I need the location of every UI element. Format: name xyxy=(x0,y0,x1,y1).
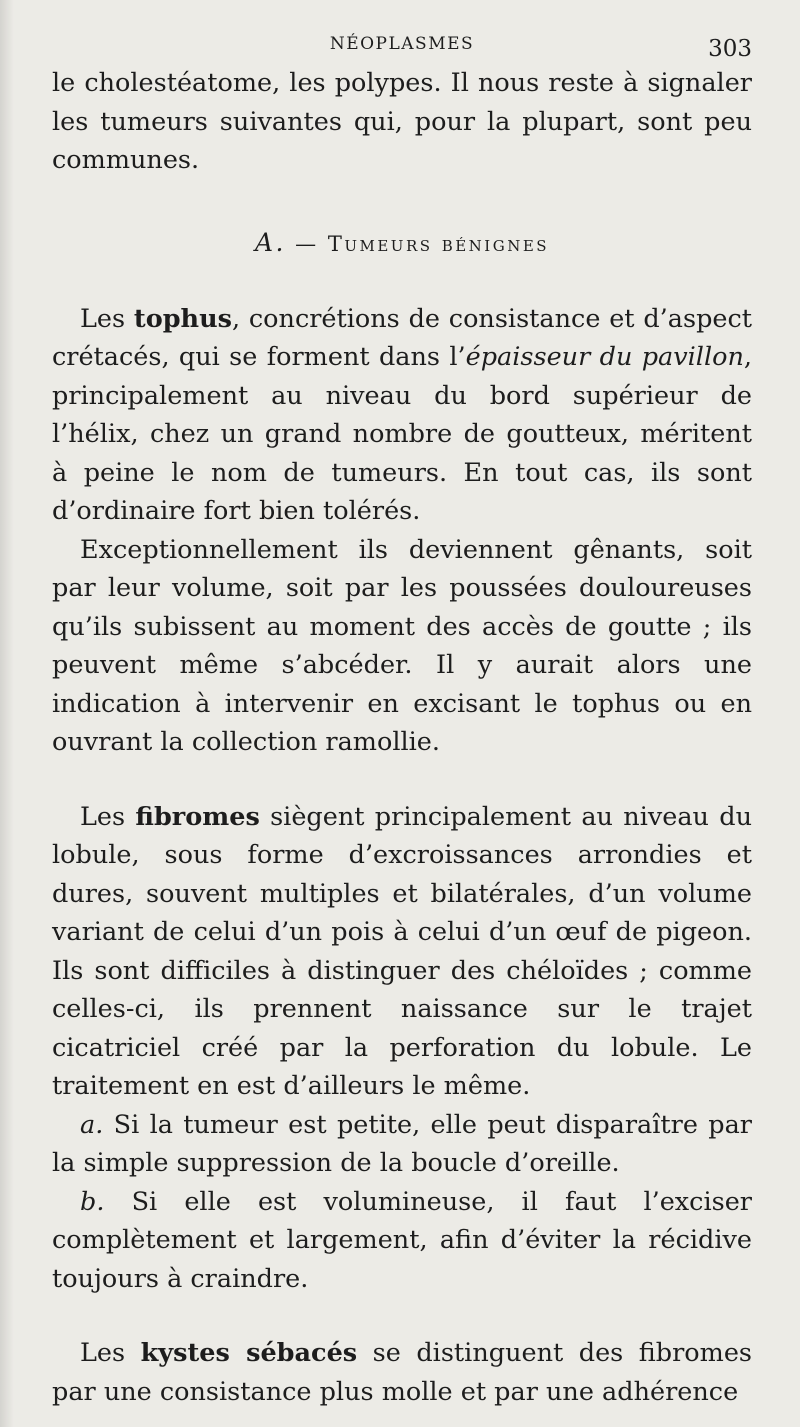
running-head xyxy=(52,30,752,64)
emphasis-epaisseur: épaisseur du pavillon xyxy=(465,342,744,372)
section-dash: — xyxy=(295,231,319,256)
body-text xyxy=(52,64,752,1411)
item-b-label: b. xyxy=(80,1186,105,1217)
section-heading xyxy=(52,228,752,258)
term-kystes-sebaces: kystes sébacés xyxy=(140,1338,358,1368)
paragraph-kystes xyxy=(52,1334,752,1411)
running-title: NÉOPLASMES xyxy=(329,34,475,54)
paragraph-fibromes xyxy=(52,798,752,1106)
term-fibromes: fibromes xyxy=(135,801,260,832)
p4-text-1: Les xyxy=(80,801,136,832)
p7-text-2: se distinguent des fibromes par une consistance plus molle et par une adhérence xyxy=(52,1338,753,1407)
page-number: 303 xyxy=(708,36,752,62)
item-a-text: Si la tumeur est petite, elle peut disparaître par la simple suppression de la boucle d’oreille. xyxy=(52,1109,752,1178)
section-letter: A. xyxy=(254,227,286,257)
item-b-text: Si elle est volumineuse, il faut l’exciser complètement et largement, afin d’éviter la récidive toujours à craindre. xyxy=(52,1186,752,1294)
p2-text-1: Les xyxy=(80,303,134,334)
item-a-label: a. xyxy=(80,1109,104,1140)
p7-text-1: Les xyxy=(80,1338,141,1368)
section-title: Tumeurs bénignes xyxy=(327,231,550,256)
paragraph-cholesteatome: le cholestéatome, les polypes. Il nous reste à signaler les tumeurs suivantes qui, pour la plupart, sont peu communes. xyxy=(52,68,752,175)
term-tophus: tophus xyxy=(133,303,232,334)
item-a xyxy=(52,1106,752,1183)
p2-text-3: , principalement au niveau du bord supérieur de l’hélix, chez un grand nombre de goutteux, méritent à peine le nom de tumeurs. En tout cas, ils sont d’ordinaire fort bien tolérés. xyxy=(52,342,753,526)
item-b xyxy=(52,1183,752,1299)
p2-text-2: , concrétions de consistance et d’aspect crétacés, qui se forment dans l’ xyxy=(52,303,753,372)
p4-text-2: siègent principalement au niveau du lobule, sous forme d’excroissances arrondies et dures, souvent multiples et bilatérales, d’un volume variant de celui d’un pois à celui d’un œuf de pigeon. Ils sont difficiles à distinguer des chéloïdes ; comme celles-ci, ils prennent naissance sur le trajet cicatriciel créé par la perforation du lobule. Le traitement en est d’ailleurs le même. xyxy=(52,801,753,1101)
paragraph-exceptionnellement: Exceptionnellement ils deviennent gênants, soit par leur volume, soit par les poussées douloureuses qu’ils subissent au moment des accès de goutte ; ils peuvent même s’abcéder. Il y aurait alors une indication à intervenir en excisant le tophus ou en ouvrant la collection ramollie. xyxy=(52,534,752,757)
paragraph-tophus xyxy=(52,300,752,531)
